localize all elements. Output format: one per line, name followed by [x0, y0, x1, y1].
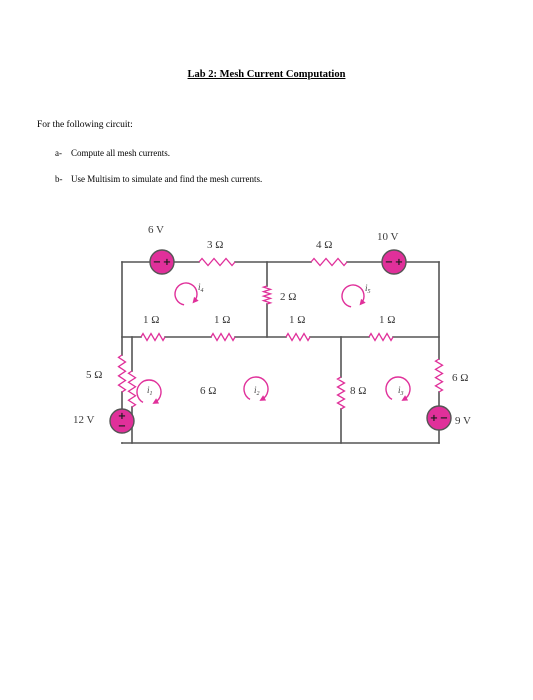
label-4ohm: 4 Ω — [316, 239, 333, 251]
resistor-1ohm-c — [286, 334, 310, 341]
label-6ohm-b: 6 Ω — [452, 372, 469, 384]
label-8ohm: 8 Ω — [350, 385, 367, 397]
mesh-arrow-i5 — [342, 285, 366, 307]
label-1ohm-d: 1 Ω — [379, 314, 396, 326]
mesh-label-i5: $i_5$ — [365, 283, 371, 295]
mesh-label-i3: $i_3$ — [398, 385, 404, 397]
item-text: Use Multisim to simulate and find the mesh currents. — [71, 174, 263, 184]
label-1ohm-a: 1 Ω — [143, 314, 160, 326]
resistor-8ohm — [338, 377, 345, 409]
voltage-source-10v — [382, 250, 406, 274]
label-1ohm-c: 1 Ω — [289, 314, 306, 326]
item-text: Compute all mesh currents. — [71, 148, 170, 158]
intro-text: For the following circuit: — [37, 120, 133, 130]
page-title: Lab 2: Mesh Current Computation — [187, 69, 346, 80]
svg-text:+: + — [394, 257, 404, 268]
resistor-3ohm — [199, 259, 235, 266]
mesh-label-i2: $i_2$ — [254, 385, 260, 397]
label-10v: 10 V — [377, 231, 399, 243]
resistor-2ohm — [264, 286, 271, 304]
label-9v: 9 V — [455, 415, 471, 427]
label-6v: 6 V — [148, 224, 164, 236]
voltage-source-6v — [150, 250, 174, 274]
svg-text:+: + — [429, 413, 439, 424]
mesh-arrow-i4 — [175, 283, 199, 305]
resistor-6ohm-b — [436, 359, 443, 392]
voltage-source-12v — [110, 409, 134, 433]
item-marker: b- — [55, 174, 63, 184]
svg-text:+: + — [162, 257, 172, 268]
resistor-4ohm — [311, 259, 347, 266]
voltage-source-9v — [427, 406, 451, 430]
resistor-5ohm — [119, 355, 126, 392]
circuit-components — [110, 250, 451, 433]
mesh-label-i1: $i_1$ — [147, 385, 153, 397]
label-5ohm: 5 Ω — [86, 369, 103, 381]
item-marker: a- — [55, 148, 62, 158]
svg-text:−: − — [152, 257, 162, 268]
mesh-label-i4: $i_4$ — [198, 282, 204, 294]
label-6ohm-a: 6 Ω — [200, 385, 217, 397]
label-3ohm: 3 Ω — [207, 239, 224, 251]
resistor-6ohm-a — [129, 371, 136, 407]
label-1ohm-b: 1 Ω — [214, 314, 231, 326]
svg-text:−: − — [117, 421, 127, 432]
svg-text:+: + — [117, 411, 127, 422]
resistor-1ohm-d — [369, 334, 393, 341]
svg-text:−: − — [439, 413, 449, 424]
resistor-1ohm-b — [211, 334, 235, 341]
svg-text:−: − — [384, 257, 394, 268]
label-2ohm: 2 Ω — [280, 291, 297, 303]
resistor-1ohm-a — [141, 334, 165, 341]
circuit-wires — [122, 262, 439, 443]
label-12v: 12 V — [73, 414, 95, 426]
